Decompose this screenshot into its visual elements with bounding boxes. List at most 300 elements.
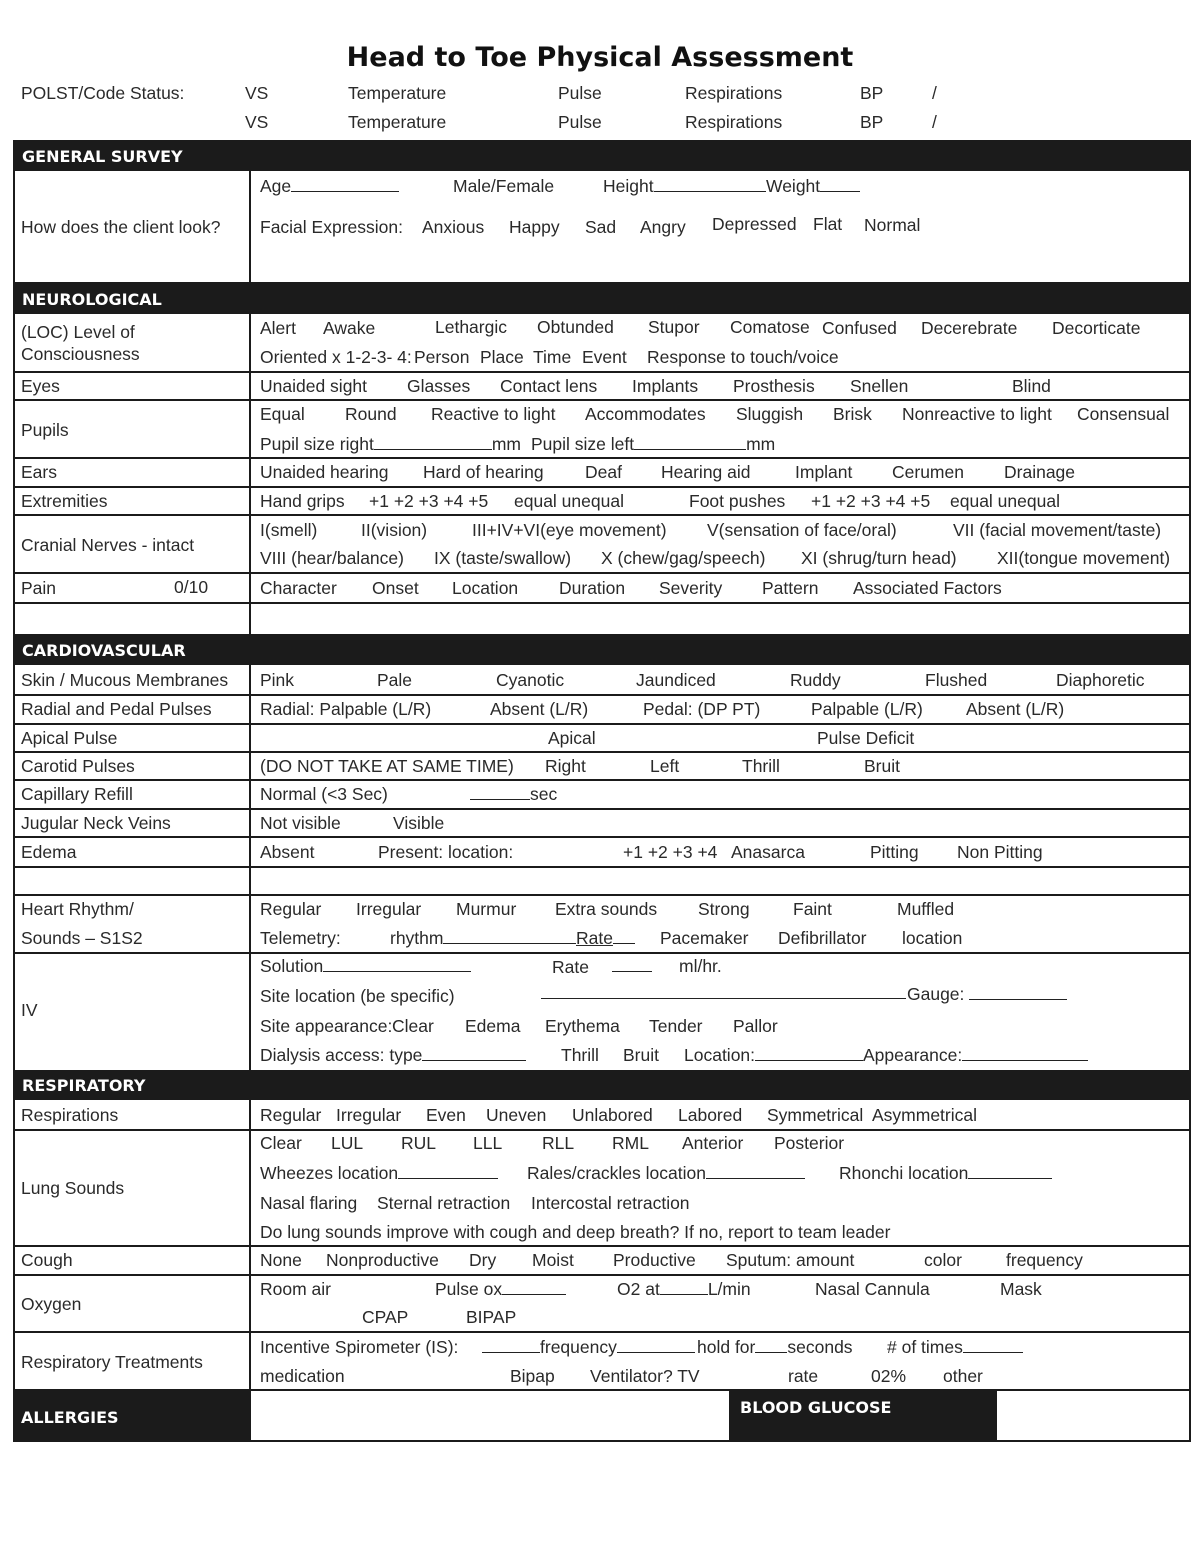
cough-option[interactable]: frequency — [1006, 1250, 1083, 1270]
expression-option[interactable]: Normal — [864, 215, 921, 235]
oxygen-option[interactable]: Nasal Cannula — [815, 1279, 930, 1299]
rhythm-label: rhythm — [390, 928, 444, 948]
loc-label: Consciousness — [21, 344, 140, 364]
carotid-warning: (DO NOT TAKE AT SAME TIME) — [260, 756, 514, 776]
foot-push-scale[interactable]: +1 +2 +3 +4 +5 — [811, 491, 931, 511]
orientation-option[interactable]: Event — [582, 347, 627, 367]
bp-slash: / — [932, 112, 937, 132]
height-label: Height — [603, 176, 654, 196]
pulse-label: Pulse — [558, 83, 602, 103]
pulse-ox-field[interactable] — [435, 1279, 566, 1300]
is-hold-field[interactable] — [697, 1337, 853, 1358]
frequency-blank[interactable] — [617, 1338, 695, 1353]
pulse-deficit-option[interactable]: Pulse Deficit — [817, 728, 915, 748]
bp-label: BP — [860, 112, 884, 132]
edema-option[interactable]: Non Pitting — [957, 842, 1043, 862]
lung-option[interactable]: RUL — [401, 1133, 437, 1153]
lung-option[interactable]: Sternal retraction — [377, 1193, 511, 1213]
iv-rate-field[interactable] — [612, 957, 652, 977]
loc-option[interactable]: Awake — [323, 318, 376, 338]
telemetry-label: Telemetry: — [260, 928, 341, 948]
cranial-nerve-option[interactable]: II(vision) — [361, 520, 428, 540]
edema-option[interactable]: Absent — [260, 842, 315, 862]
age-label: Age — [260, 176, 292, 196]
pupils-label: Pupils — [21, 420, 69, 440]
respiration-option[interactable]: Labored — [678, 1105, 743, 1125]
eyes-option[interactable]: Blind — [1012, 376, 1051, 396]
ears-option[interactable]: Implant — [795, 462, 853, 482]
cough-option[interactable]: Nonproductive — [326, 1250, 439, 1270]
row-divider — [13, 572, 1191, 574]
row-divider — [13, 836, 1191, 838]
heart-option[interactable]: Strong — [698, 899, 750, 919]
expression-option[interactable]: Angry — [640, 217, 686, 237]
gauge-blank[interactable] — [969, 985, 1067, 1000]
loc-option[interactable]: Obtunded — [537, 317, 614, 337]
mm-label: mm — [746, 434, 776, 454]
row-divider — [13, 457, 1191, 459]
expression-option[interactable]: Depressed — [712, 214, 797, 234]
pulse-option[interactable]: Absent (L/R) — [490, 699, 589, 719]
eyes-option[interactable]: Snellen — [850, 376, 909, 396]
border — [13, 171, 15, 282]
pupil-size-right-field[interactable] — [260, 434, 521, 455]
lung-option[interactable]: Intercostal retraction — [531, 1193, 690, 1213]
pulse-option[interactable]: Radial: Palpable (L/R) — [260, 699, 432, 719]
oxygen-option[interactable]: Room air — [260, 1279, 331, 1299]
lmin-label: L/min — [707, 1279, 751, 1299]
pain-option[interactable]: Pattern — [762, 578, 819, 598]
heart-option[interactable]: Extra sounds — [555, 899, 658, 919]
allergies-field[interactable] — [251, 1389, 729, 1442]
rales-field[interactable] — [527, 1163, 805, 1184]
respiration-option[interactable]: Regular — [260, 1105, 322, 1125]
rhonchi-label: Rhonchi location — [839, 1163, 969, 1183]
border — [13, 314, 15, 634]
row-divider — [13, 602, 1191, 604]
pulse-label: Pulse — [558, 112, 602, 132]
height-field[interactable] — [603, 176, 766, 197]
carotid-option[interactable]: Bruit — [864, 756, 900, 776]
row-divider — [13, 1129, 1191, 1131]
expression-option[interactable]: Anxious — [422, 217, 485, 237]
skin-option[interactable]: Ruddy — [790, 670, 841, 690]
hand-grip-scale[interactable]: +1 +2 +3 +4 +5 — [369, 491, 489, 511]
heart-option[interactable]: Pacemaker — [660, 928, 749, 948]
temperature-label: Temperature — [348, 83, 447, 103]
pain-option[interactable]: Location — [452, 578, 519, 598]
eyes-option[interactable]: Implants — [632, 376, 699, 396]
pupil-right-blank[interactable] — [374, 435, 492, 450]
site-appearance-option[interactable]: Erythema — [545, 1016, 620, 1036]
respiration-option[interactable]: Irregular — [336, 1105, 402, 1125]
skin-option[interactable]: Pale — [377, 670, 413, 690]
cranial-nerve-option[interactable]: III+IV+VI(eye movement) — [472, 520, 667, 540]
heart-option[interactable]: location — [902, 928, 963, 948]
dialysis-location-blank[interactable] — [755, 1046, 863, 1061]
cardiovascular-header — [13, 634, 1191, 665]
lung-option[interactable]: Nasal flaring — [260, 1193, 358, 1213]
pulse-option[interactable]: Palpable (L/R) — [811, 699, 923, 719]
heart-rhythm-label: Heart Rhythm/ — [21, 899, 134, 919]
dialysis-appearance-field[interactable] — [863, 1045, 1088, 1066]
heart-option[interactable]: Regular — [260, 899, 322, 919]
neurological-header — [13, 282, 1191, 314]
divider — [249, 171, 251, 282]
respiration-option[interactable]: Even — [426, 1105, 466, 1125]
respirations-row-label: Respirations — [21, 1105, 119, 1125]
vs-label: VS — [245, 112, 269, 132]
appearance-label: Appearance: — [863, 1045, 963, 1065]
row-divider — [13, 371, 1191, 373]
orientation-option[interactable]: Place — [480, 347, 524, 367]
cranial-nerves-label: Cranial Nerves - intact — [21, 535, 195, 555]
oxygen-label: Oxygen — [21, 1294, 82, 1314]
section-title: BLOOD GLUCOSE — [740, 1398, 892, 1417]
capillary-sec-field[interactable] — [470, 784, 557, 805]
cough-option[interactable]: Productive — [613, 1250, 696, 1270]
edema-scale[interactable]: +1 +2 +3 +4 — [623, 842, 718, 862]
dialysis-type-field[interactable] — [260, 1045, 526, 1066]
pain-option[interactable]: Character — [260, 578, 337, 598]
orientation-option[interactable]: Person — [414, 347, 470, 367]
pupil-left-blank[interactable] — [634, 435, 746, 450]
pupils-option[interactable]: Consensual — [1077, 404, 1170, 424]
expression-option[interactable]: Flat — [813, 214, 843, 234]
lung-option[interactable]: LLL — [473, 1133, 503, 1153]
lung-option[interactable]: Posterior — [774, 1133, 845, 1153]
location-label: Location: — [684, 1045, 756, 1065]
cranial-nerve-option[interactable]: V(sensation of face/oral) — [707, 520, 897, 540]
respiration-option[interactable]: Uneven — [486, 1105, 547, 1125]
heart-option[interactable]: Defibrillator — [778, 928, 867, 948]
expression-option[interactable]: Sad — [585, 217, 617, 237]
pupil-right-label: Pupil size right — [260, 434, 374, 454]
is-times-field[interactable] — [887, 1337, 1023, 1358]
loc-option[interactable]: Decorticate — [1052, 318, 1141, 338]
rate-label: Rate — [576, 928, 613, 948]
gauge-label: Gauge: — [907, 984, 965, 1004]
skin-option[interactable]: Jaundiced — [636, 670, 716, 690]
respiration-option[interactable]: Symmetrical — [767, 1105, 864, 1125]
weight-blank[interactable] — [820, 177, 860, 192]
rhonchi-field[interactable] — [839, 1163, 1052, 1184]
capillary-sec-blank[interactable] — [470, 785, 530, 800]
bp-slash: / — [932, 83, 937, 103]
sex-option[interactable]: Male/Female — [453, 176, 555, 196]
gauge-field[interactable] — [907, 984, 1067, 1005]
cranial-nerve-option[interactable]: XI (shrug/turn head) — [801, 548, 957, 568]
loc-option[interactable]: Decerebrate — [921, 318, 1018, 338]
skin-option[interactable]: Diaphoretic — [1056, 670, 1145, 690]
age-field[interactable] — [260, 176, 399, 197]
heart-option[interactable]: Irregular — [356, 899, 422, 919]
pupil-size-left-field[interactable] — [531, 434, 775, 455]
hold-label: hold for — [697, 1337, 756, 1357]
skin-label: Skin / Mucous Membranes — [21, 670, 229, 690]
row-divider — [13, 808, 1191, 810]
eyes-label: Eyes — [21, 376, 60, 396]
site-location-blank[interactable] — [541, 984, 906, 999]
lung-sounds-label: Lung Sounds — [21, 1178, 125, 1198]
section-title: NEUROLOGICAL — [22, 290, 162, 309]
o2-flow-blank[interactable] — [660, 1280, 708, 1295]
ears-option[interactable]: Deaf — [585, 462, 622, 482]
page-title: Head to Toe Physical Assessment — [346, 42, 854, 73]
cranial-nerve-option[interactable]: IX (taste/swallow) — [434, 548, 572, 568]
cough-option[interactable]: Dry — [469, 1250, 497, 1270]
heart-option[interactable]: Faint — [793, 899, 832, 919]
ears-option[interactable]: Cerumen — [892, 462, 964, 482]
oxygen-option[interactable]: Mask — [1000, 1279, 1042, 1299]
heart-sounds-label: Sounds – S1S2 — [21, 928, 143, 948]
loc-option[interactable]: Stupor — [648, 317, 700, 337]
row-divider — [13, 894, 1191, 896]
vs-label: VS — [245, 83, 269, 103]
solution-blank[interactable] — [323, 957, 471, 972]
skin-option[interactable]: Pink — [260, 670, 295, 690]
wheezes-label: Wheezes location — [260, 1163, 399, 1183]
treatment-option[interactable]: medication — [260, 1366, 345, 1386]
rales-label: Rales/crackles location — [527, 1163, 706, 1183]
foot-pushes-label: Foot pushes — [689, 491, 786, 511]
eyes-option[interactable]: Unaided sight — [260, 376, 368, 396]
respiration-option[interactable]: Unlabored — [572, 1105, 653, 1125]
row-divider — [13, 694, 1191, 696]
dialysis-option[interactable]: Thrill — [561, 1045, 599, 1065]
bp-label: BP — [860, 83, 884, 103]
o2-flow-field[interactable] — [617, 1279, 751, 1300]
pulse-ox-label: Pulse ox — [435, 1279, 503, 1299]
lung-option[interactable]: RML — [612, 1133, 649, 1153]
pupils-option[interactable]: Equal — [260, 404, 305, 424]
rhonchi-blank[interactable] — [968, 1164, 1052, 1179]
lung-option[interactable]: LUL — [331, 1133, 364, 1153]
is-blank[interactable] — [482, 1338, 540, 1353]
seconds-label: seconds — [787, 1337, 853, 1357]
orientation-option[interactable]: Response to touch/voice — [647, 347, 839, 367]
row-divider — [13, 1245, 1191, 1247]
dialysis-type-blank[interactable] — [422, 1046, 526, 1061]
lung-option[interactable]: RLL — [542, 1133, 575, 1153]
pain-label: Pain — [21, 578, 57, 598]
lung-question: Do lung sounds improve with cough and deep breath? If no, report to team leader — [260, 1222, 891, 1242]
divider — [249, 314, 251, 634]
carotid-option[interactable]: Left — [650, 756, 680, 776]
cranial-nerve-option[interactable]: XII(tongue movement) — [997, 548, 1171, 568]
telemetry-rate-field[interactable] — [576, 928, 635, 949]
dialysis-location-field[interactable] — [684, 1045, 863, 1066]
treatment-option[interactable]: Ventilator? TV — [590, 1366, 700, 1386]
iv-rate-blank[interactable] — [612, 957, 652, 972]
iv-label: IV — [21, 1000, 38, 1020]
pupils-option[interactable]: Nonreactive to light — [902, 404, 1052, 424]
rate-blank[interactable] — [613, 929, 635, 944]
pain-option[interactable]: Onset — [372, 578, 419, 598]
general-survey-header — [13, 140, 1191, 171]
apical-option[interactable]: Apical — [548, 728, 596, 748]
treatment-option[interactable]: Bipap — [510, 1366, 555, 1386]
incentive-spirometer-label: Incentive Spirometer (IS): — [260, 1337, 459, 1357]
pupils-option[interactable]: Round — [345, 404, 397, 424]
cough-option[interactable]: None — [260, 1250, 302, 1270]
loc-option[interactable]: Lethargic — [435, 317, 507, 337]
section-title: ALLERGIES — [21, 1408, 119, 1427]
oxygen-option[interactable]: BIPAP — [466, 1307, 517, 1327]
lung-option[interactable]: Clear — [260, 1133, 302, 1153]
eyes-option[interactable]: Contact lens — [500, 376, 598, 396]
age-blank[interactable] — [291, 177, 399, 192]
site-appearance-option[interactable]: Edema — [465, 1016, 521, 1036]
cranial-nerve-option[interactable]: VIII (hear/balance) — [260, 548, 404, 568]
carotid-option[interactable]: Right — [545, 756, 586, 776]
site-appearance-option[interactable]: Pallor — [733, 1016, 778, 1036]
rales-blank[interactable] — [706, 1164, 805, 1179]
site-location-field[interactable] — [541, 984, 906, 1004]
carotid-option[interactable]: Thrill — [742, 756, 780, 776]
capillary-normal-option[interactable]: Normal (<3 Sec) — [260, 784, 388, 804]
orientation-option[interactable]: Time — [533, 347, 572, 367]
row-divider — [13, 1331, 1191, 1333]
pupils-option[interactable]: Sluggish — [736, 404, 804, 424]
row-divider — [13, 514, 1191, 516]
edema-option[interactable]: Pitting — [870, 842, 919, 862]
rhythm-blank[interactable] — [443, 929, 576, 944]
section-title: GENERAL SURVEY — [22, 147, 183, 166]
pupil-left-label: Pupil size left — [531, 434, 635, 454]
pulses-label: Radial and Pedal Pulses — [21, 699, 212, 719]
pain-option[interactable]: Associated Factors — [853, 578, 1002, 598]
hand-grips-label: Hand grips — [260, 491, 345, 511]
pulse-ox-blank[interactable] — [502, 1280, 566, 1295]
eyes-option[interactable]: Prosthesis — [733, 376, 815, 396]
respiratory-header — [13, 1070, 1191, 1100]
loc-option[interactable]: Comatose — [730, 317, 810, 337]
capillary-label: Capillary Refill — [21, 784, 133, 804]
extremities-label: Extremities — [21, 491, 108, 511]
weight-field[interactable] — [766, 176, 860, 197]
respirations-label: Respirations — [685, 83, 783, 103]
pupils-option[interactable]: Accommodates — [585, 404, 706, 424]
edema-label: Edema — [21, 842, 77, 862]
times-blank[interactable] — [963, 1338, 1023, 1353]
cranial-nerve-option[interactable]: X (chew/gag/speech) — [601, 548, 766, 568]
heart-option[interactable]: Muffled — [897, 899, 955, 919]
heart-option[interactable]: Murmur — [456, 899, 517, 919]
skin-option[interactable]: Flushed — [925, 670, 988, 690]
cough-option[interactable]: color — [924, 1250, 962, 1270]
respirations-label: Respirations — [685, 112, 783, 132]
iv-rate-label: Rate — [552, 957, 589, 977]
pain-scale[interactable]: 0/10 — [174, 577, 209, 597]
hold-blank[interactable] — [755, 1338, 787, 1353]
jugular-option[interactable]: Visible — [393, 813, 445, 833]
wheezes-blank[interactable] — [398, 1164, 498, 1179]
mlhr-label: ml/hr. — [679, 956, 722, 976]
section-title: CARDIOVASCULAR — [22, 641, 186, 660]
treatments-label: Respiratory Treatments — [21, 1352, 203, 1372]
loc-label: (LOC) Level of — [21, 322, 135, 342]
ears-option[interactable]: Unaided hearing — [260, 462, 389, 482]
lung-option[interactable]: Anterior — [682, 1133, 744, 1153]
pupils-option[interactable]: Brisk — [833, 404, 872, 424]
jugular-option[interactable]: Not visible — [260, 813, 341, 833]
is-frequency-field[interactable] — [482, 1337, 695, 1358]
dialysis-option[interactable]: Bruit — [623, 1045, 659, 1065]
row-divider — [13, 779, 1191, 781]
pupils-option[interactable]: Reactive to light — [431, 404, 556, 424]
row-divider — [13, 1274, 1191, 1276]
blood-glucose-field[interactable] — [997, 1389, 1191, 1442]
section-title: RESPIRATORY — [22, 1076, 146, 1095]
carotid-label: Carotid Pulses — [21, 756, 135, 776]
skin-option[interactable]: Cyanotic — [496, 670, 565, 690]
cough-option[interactable]: Moist — [532, 1250, 574, 1270]
ears-option[interactable]: Drainage — [1004, 462, 1076, 482]
respiration-option[interactable]: Asymmetrical — [872, 1105, 978, 1125]
foot-push-equality[interactable]: equal unequal — [950, 491, 1060, 511]
border — [1189, 171, 1191, 282]
dialysis-appearance-blank[interactable] — [962, 1046, 1088, 1061]
expression-option[interactable]: Happy — [509, 217, 560, 237]
edema-option[interactable]: Anasarca — [731, 842, 805, 862]
row-divider — [13, 751, 1191, 753]
row-divider — [13, 866, 1191, 868]
site-appearance-label: Site appearance: — [260, 1016, 393, 1036]
pain-option[interactable]: Severity — [659, 578, 723, 598]
border — [1189, 314, 1191, 634]
site-appearance-option[interactable]: Tender — [649, 1016, 703, 1036]
solution-field[interactable] — [260, 956, 471, 977]
times-label: # of times — [887, 1337, 963, 1357]
loc-option[interactable]: Alert — [260, 318, 296, 338]
o2-at-label: O2 at — [617, 1279, 660, 1299]
site-appearance-option[interactable]: Clear — [392, 1016, 434, 1036]
height-blank[interactable] — [654, 177, 766, 192]
site-location-label: Site location (be specific) — [260, 986, 455, 1006]
cranial-nerve-option[interactable]: I(smell) — [260, 520, 318, 540]
edema-location-label[interactable]: Present: location: — [378, 842, 514, 862]
treatment-option[interactable]: 02% — [871, 1366, 907, 1386]
loc-option[interactable]: Confused — [822, 318, 897, 338]
hand-grip-equality[interactable]: equal unequal — [514, 491, 624, 511]
rhythm-field[interactable] — [390, 928, 576, 949]
wheezes-field[interactable] — [260, 1163, 498, 1184]
polst-label: POLST/Code Status: — [21, 83, 185, 103]
frequency-label: frequency — [540, 1337, 617, 1357]
oxygen-option[interactable]: CPAP — [362, 1307, 409, 1327]
row-divider — [13, 723, 1191, 725]
row-divider — [13, 399, 1191, 401]
cranial-nerve-option[interactable]: VII (facial movement/taste) — [953, 520, 1162, 540]
pulse-option[interactable]: Absent (L/R) — [966, 699, 1065, 719]
pulse-option[interactable]: Pedal: (DP PT) — [643, 699, 761, 719]
eyes-option[interactable]: Glasses — [407, 376, 471, 396]
ears-option[interactable]: Hard of hearing — [423, 462, 544, 482]
treatment-option[interactable]: other — [943, 1366, 983, 1386]
mm-label: mm — [491, 434, 521, 454]
treatment-option[interactable]: rate — [788, 1366, 819, 1386]
row-divider — [13, 952, 1191, 954]
cough-option[interactable]: Sputum: amount — [726, 1250, 855, 1270]
temperature-label: Temperature — [348, 112, 447, 132]
pain-option[interactable]: Duration — [559, 578, 626, 598]
ears-label: Ears — [21, 462, 57, 482]
facial-expression-label: Facial Expression: — [260, 217, 403, 237]
apical-label: Apical Pulse — [21, 728, 118, 748]
ears-option[interactable]: Hearing aid — [661, 462, 751, 482]
jugular-label: Jugular Neck Veins — [21, 813, 171, 833]
